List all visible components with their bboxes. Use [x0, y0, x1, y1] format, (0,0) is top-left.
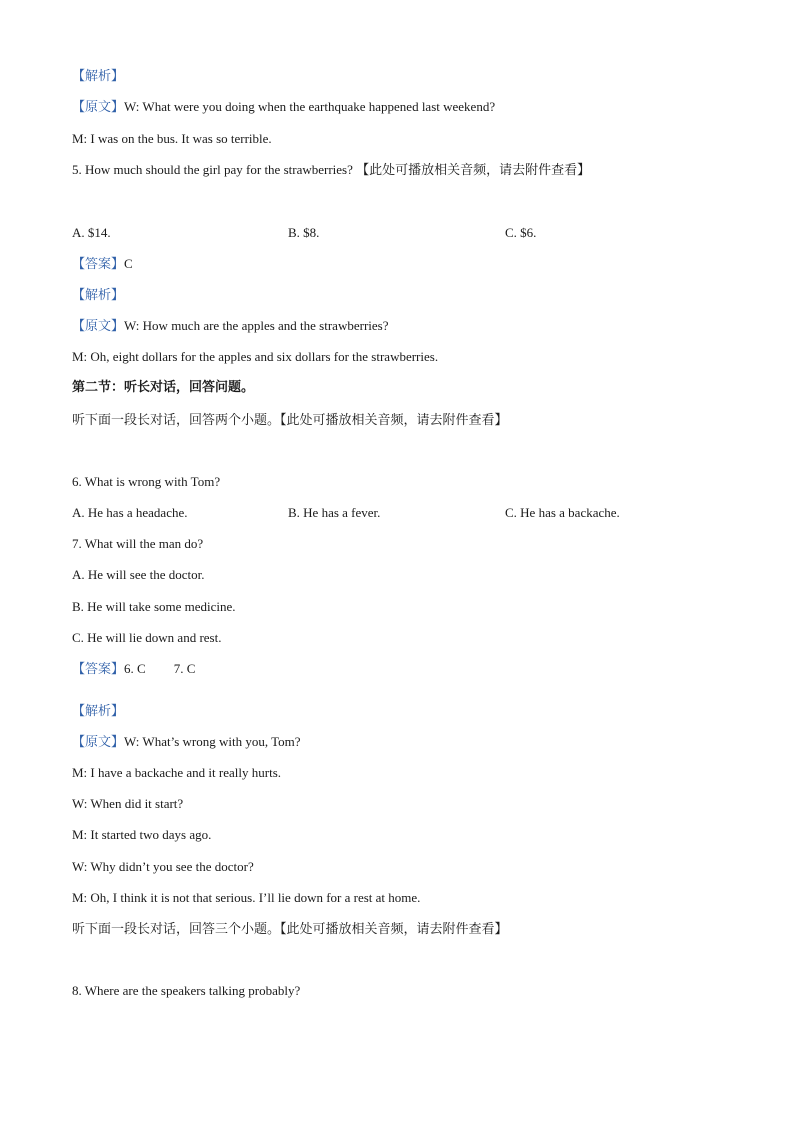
dialogue-line: M: Oh, eight dollars for the apples and six dollars for the strawberries.: [72, 349, 439, 364]
question-7: 7. What will the man do?: [72, 536, 204, 551]
dialogue-line: M: It started two days ago.: [72, 827, 212, 842]
yuanwen-line: [72, 99, 495, 115]
dialogue-line: M: Oh, I think it is not that serious. I’ll lie down for a rest at home.: [72, 890, 421, 905]
q7-option-a: A. He will see the doctor.: [72, 567, 205, 582]
yuanwen-line: [72, 734, 301, 750]
jiexi-label: 【解析】: [72, 68, 125, 83]
yuanwen-label: 【原文】: [72, 318, 125, 333]
section-heading: 第二节：听长对话，回答问题。: [72, 380, 255, 395]
dialogue-line: W: What’s wrong with you, Tom?: [124, 734, 301, 749]
q6-option-c: C. He has a backache.: [505, 505, 620, 520]
question-6: 6. What is wrong with Tom?: [72, 474, 221, 489]
q7-option-b: B. He will take some medicine.: [72, 599, 236, 614]
dialogue-line: W: Why didn’t you see the doctor?: [72, 859, 254, 874]
yuanwen-text: W: How much are the apples and the strawberries?: [124, 318, 389, 333]
jiexi-label: 【解析】: [72, 703, 125, 718]
instruction-line: 听下面一段长对话，回答三个小题。【此处可播放相关音频，请去附件查看】: [72, 921, 508, 936]
q5-option-c: C. $6.: [505, 225, 537, 240]
question-8: 8. Where are the speakers talking probably?: [72, 983, 301, 998]
q5-answer-line: [72, 256, 133, 272]
answers-6-7-line: [72, 661, 195, 677]
answer-label: 【答案】: [72, 256, 125, 271]
q7-option-c: C. He will lie down and rest.: [72, 630, 222, 645]
q5-option-a: A. $14.: [72, 225, 111, 240]
jiexi-label: 【解析】: [72, 287, 125, 302]
yuanwen-line: [72, 318, 388, 334]
yuanwen-text: W: What were you doing when the earthquake happened last weekend?: [124, 99, 496, 114]
q5-option-b: B. $8.: [288, 225, 320, 240]
q6-option-a: A. He has a headache.: [72, 505, 188, 520]
instruction-line: 听下面一段长对话，回答两个小题。【此处可播放相关音频，请去附件查看】: [72, 412, 508, 427]
question-5: 5. How much should the girl pay for the strawberries? 【此处可播放相关音频，请去附件查看】: [72, 162, 591, 177]
answer-7: 7. C: [173, 661, 196, 676]
q6-option-b: B. He has a fever.: [288, 505, 381, 520]
answer-label: 【答案】: [72, 661, 125, 676]
yuanwen-label: 【原文】: [72, 99, 125, 114]
dialogue-line: W: When did it start?: [72, 796, 184, 811]
yuanwen-label: 【原文】: [72, 734, 125, 749]
dialogue-line: M: I was on the bus. It was so terrible.: [72, 131, 272, 146]
dialogue-line: M: I have a backache and it really hurts.: [72, 765, 281, 780]
q5-answer: C: [124, 256, 133, 271]
answer-6: 6. C: [124, 661, 146, 676]
